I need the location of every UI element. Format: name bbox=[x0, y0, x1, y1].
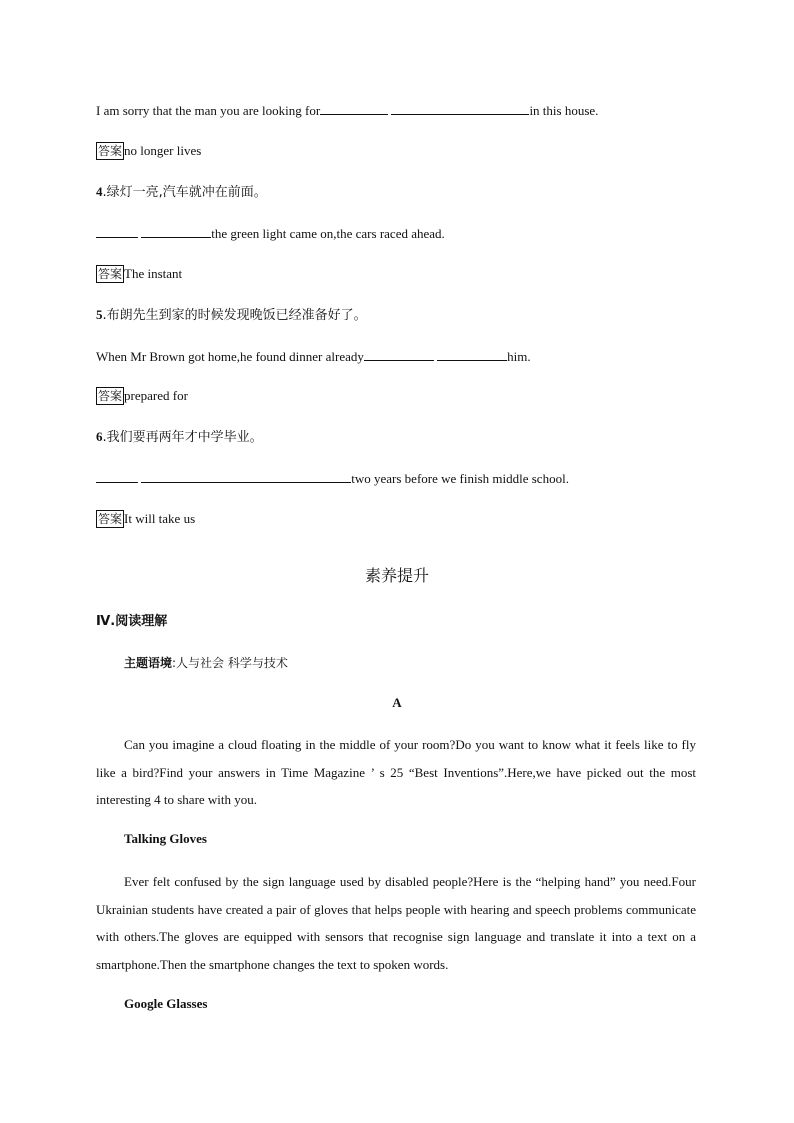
q4-answer-row bbox=[96, 265, 182, 283]
part-title-text: Ⅳ.阅读理解 bbox=[96, 614, 168, 629]
q5-blank-1 bbox=[364, 347, 434, 361]
q4-prompt bbox=[96, 183, 267, 202]
q6-prompt bbox=[96, 428, 263, 447]
theme-context bbox=[124, 654, 288, 671]
q5-sentence bbox=[96, 347, 531, 366]
q6-chinese: .我们要再两年才中学毕业。 bbox=[102, 430, 263, 445]
answer-label: 答案 bbox=[98, 389, 123, 403]
part-title bbox=[96, 612, 167, 631]
answer-label: 答案 bbox=[98, 144, 123, 158]
q4-chinese: .绿灯一亮,汽车就冲在前面。 bbox=[102, 185, 267, 200]
q6-answer-row bbox=[96, 510, 195, 528]
q4-sentence bbox=[96, 224, 445, 243]
q6-sentence-end: two years before we finish middle school. bbox=[351, 471, 569, 486]
passage-letter: A bbox=[392, 695, 402, 710]
q3-answer: no longer lives bbox=[124, 143, 202, 158]
q5-number: 5 bbox=[96, 307, 103, 322]
q6-blank-1 bbox=[96, 469, 138, 483]
q3-blank-2 bbox=[391, 101, 529, 115]
section-title: 素养提升 bbox=[364, 566, 429, 585]
q4-blank-2 bbox=[141, 224, 211, 238]
q3-sentence bbox=[96, 101, 598, 120]
q6-blank-2 bbox=[141, 469, 351, 483]
q3-blank-1 bbox=[320, 101, 388, 115]
q6-sentence bbox=[96, 469, 569, 488]
q4-blank-1 bbox=[96, 224, 138, 238]
answer-label: 答案 bbox=[98, 267, 123, 281]
q5-answer-row bbox=[96, 387, 188, 405]
q4-answer: The instant bbox=[124, 266, 183, 281]
q5-sentence-end: him. bbox=[507, 349, 531, 364]
heading-talking-gloves: Talking Gloves bbox=[124, 831, 207, 846]
answer-label: 答案 bbox=[98, 512, 123, 526]
heading-google-glasses: Google Glasses bbox=[124, 996, 208, 1011]
q3-sentence-end: in this house. bbox=[529, 103, 599, 118]
passage-para-gloves: Ever felt confused by the sign language used by disabled people?Here is the “helping hand” you need.Four Ukrainian students have created a pair of gloves that helps people with hearing and speech problems communicate with others.The gloves are equipped with sensors that recognise sign language and translate it into a text on a smartphone.Then the smartphone changes the text to spoken words. bbox=[96, 874, 696, 973]
q4-number: 4 bbox=[96, 184, 103, 199]
q4-sentence-end: the green light came on,the cars raced ahead. bbox=[211, 226, 445, 241]
theme-text: :人与社会 科学与技术 bbox=[172, 656, 288, 670]
q3-answer-row bbox=[96, 142, 201, 160]
q6-number: 6 bbox=[96, 429, 103, 444]
passage-intro: Can you imagine a cloud floating in the middle of your room?Do you want to know what it feels like to fly like a bird?Find your answers in Time Magazine ’ s 25 “Best Inventions”.Here,we have picked out the most interesting 4 to share with you. bbox=[96, 737, 696, 808]
q5-sentence-start: When Mr Brown got home,he found dinner already bbox=[96, 349, 364, 364]
q3-sentence-start: I am sorry that the man you are looking for bbox=[96, 103, 321, 118]
q5-chinese: .布朗先生到家的时候发现晚饭已经准备好了。 bbox=[102, 308, 367, 323]
q6-answer: It will take us bbox=[124, 511, 196, 526]
theme-label: 主题语境 bbox=[124, 656, 173, 670]
q5-prompt bbox=[96, 306, 367, 325]
q5-blank-2 bbox=[437, 347, 507, 361]
q5-answer: prepared for bbox=[124, 388, 188, 403]
